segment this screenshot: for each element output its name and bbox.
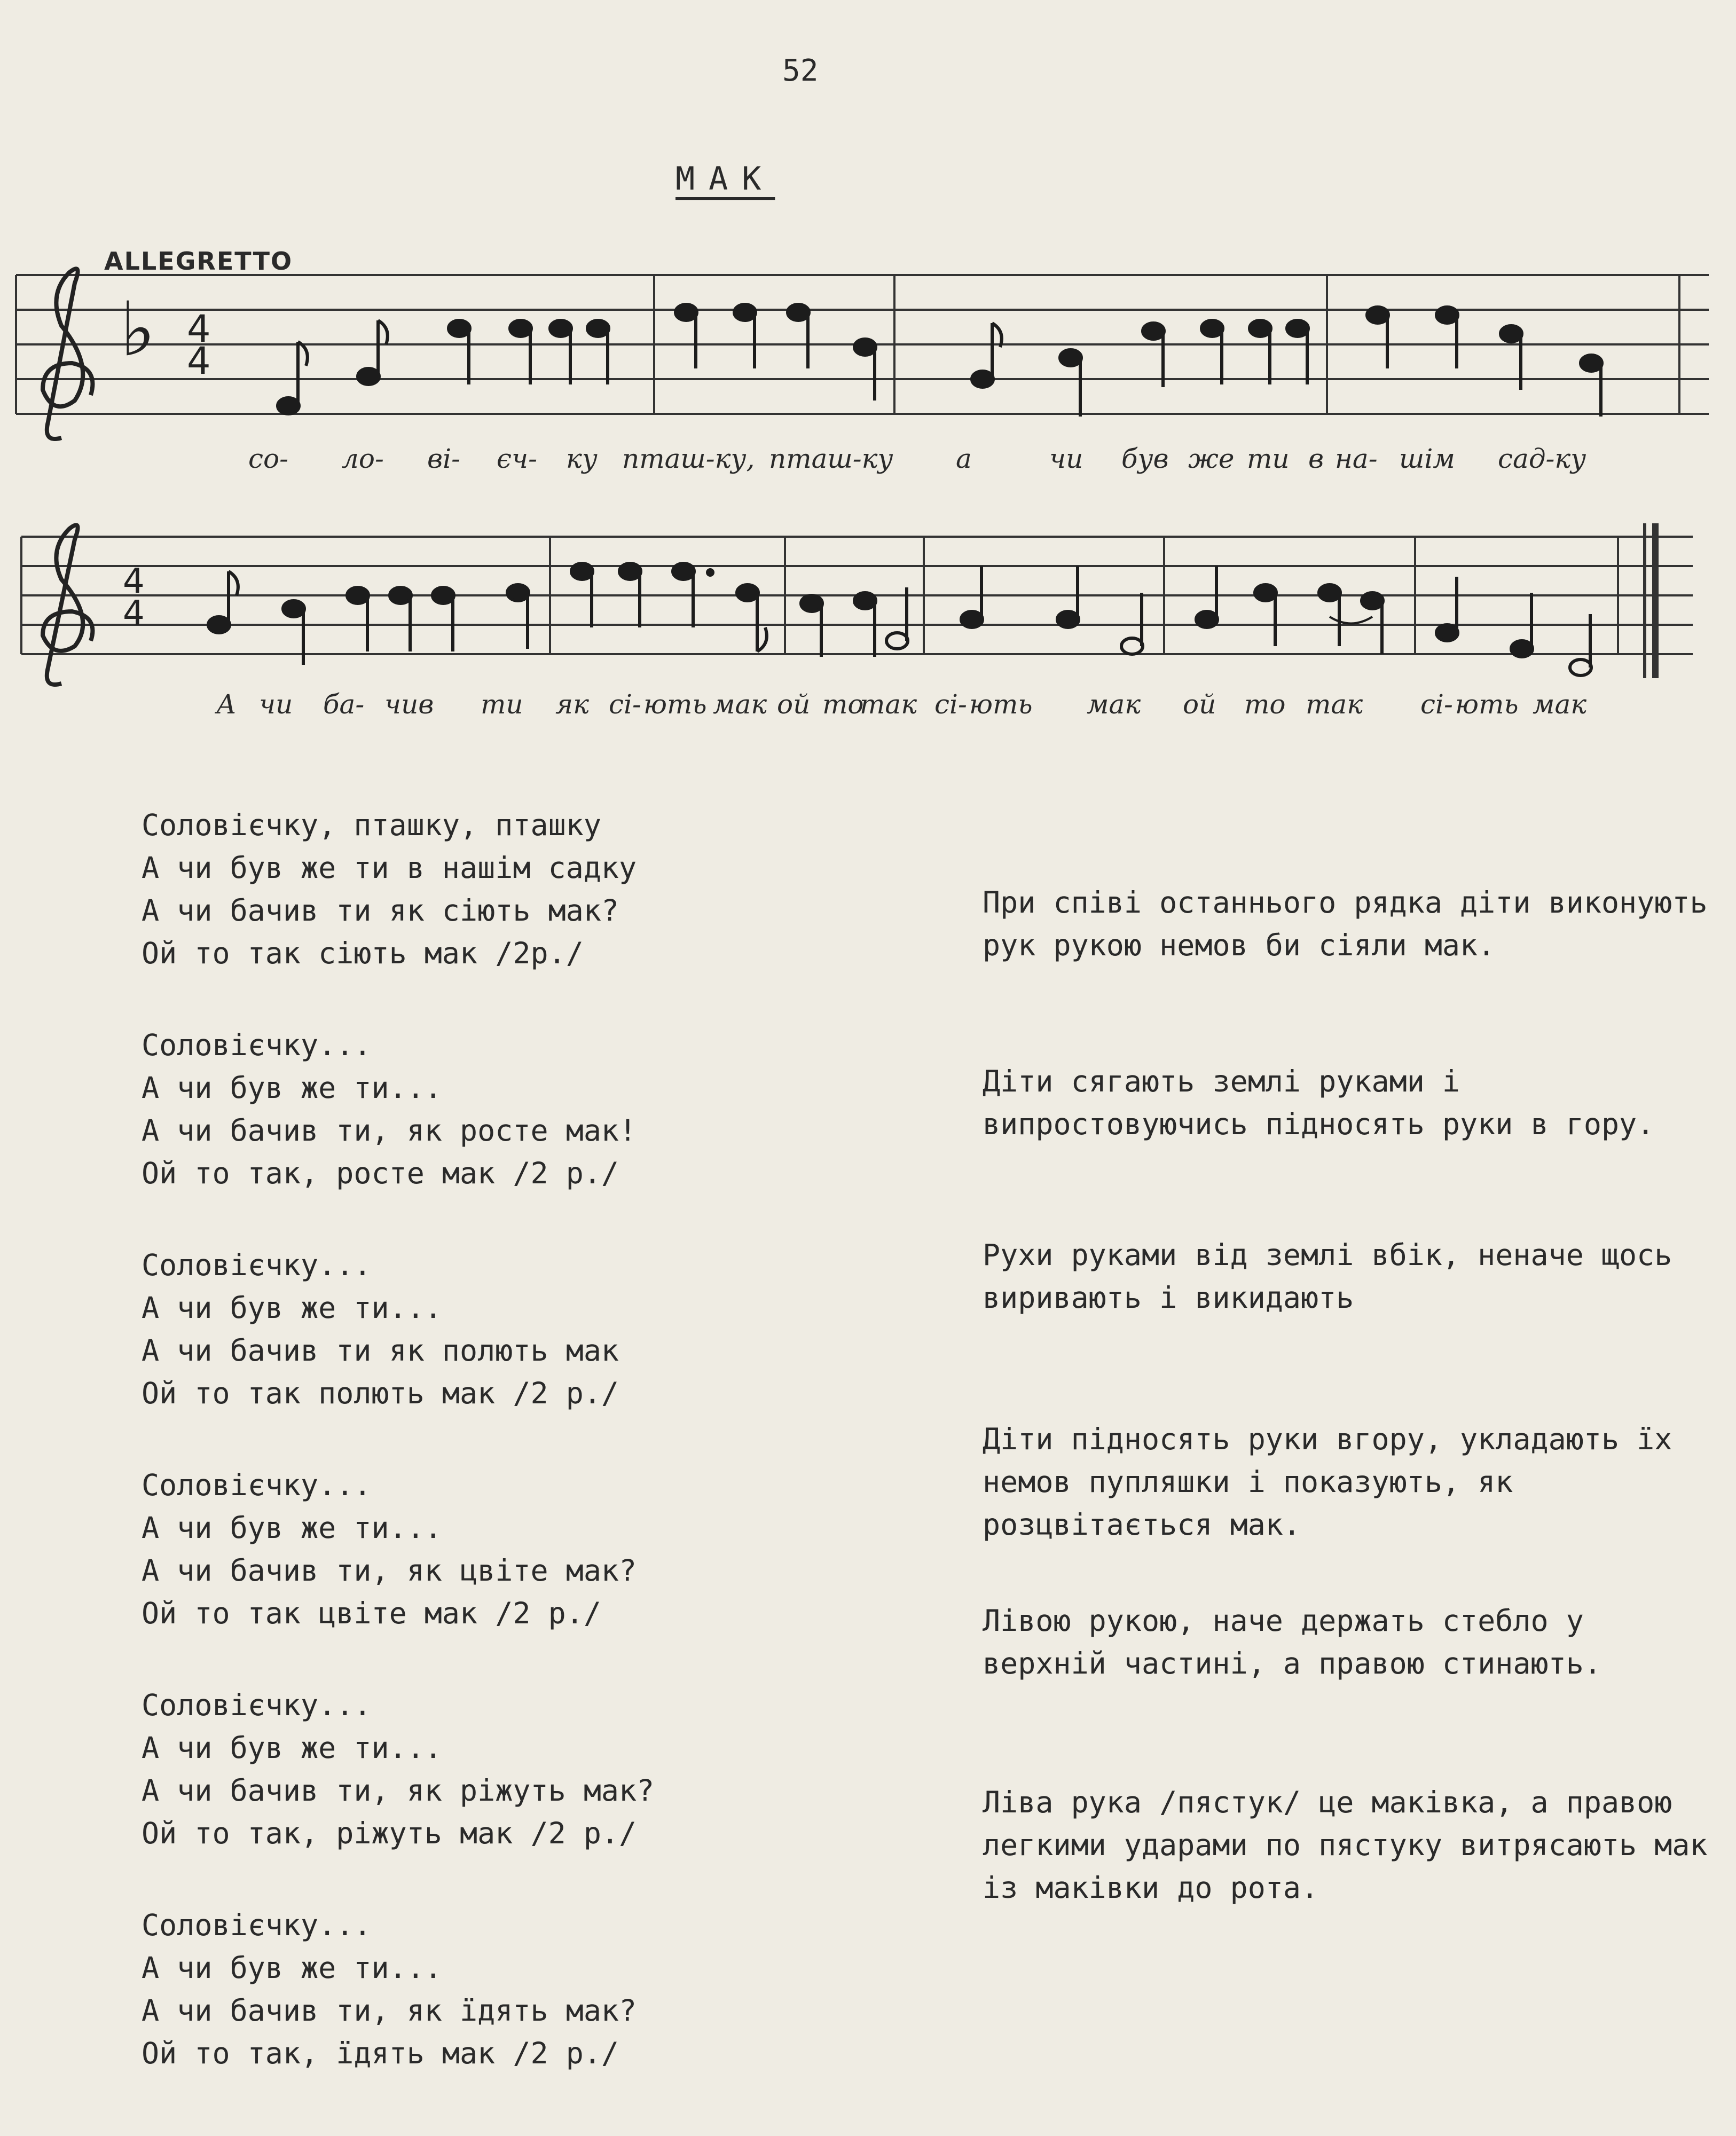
- lyric-syllable: пташ-ку: [769, 443, 893, 474]
- verse-line: А чи був же ти в нашім садку: [142, 851, 637, 885]
- verse-line: А чи був же ти...: [142, 1071, 442, 1105]
- lyric-syllable: ють: [969, 689, 1033, 720]
- page-number: 52: [782, 53, 819, 88]
- lyric-syllable: ку: [566, 443, 598, 474]
- lyric-syllable: А: [216, 689, 237, 720]
- verse-line: А чи був же ти...: [142, 1291, 442, 1325]
- verse-line: Соловієчку...: [142, 1688, 372, 1722]
- page-title: МАК: [675, 160, 775, 198]
- verse-5: [142, 1684, 889, 1855]
- instruction-6: Ліва рука /пястук/ це маківка, а правою легкими ударами по пястуку витрясають мак із маківки до рота.: [983, 1785, 1708, 1905]
- verse-line: А чи бачив ти як полють мак: [142, 1333, 619, 1368]
- svg-text:4: 4: [187, 339, 211, 383]
- lyric-syllable: то: [1244, 689, 1286, 720]
- verse-line: Соловієчку...: [142, 1468, 372, 1502]
- lyric-syllable: ти: [481, 689, 523, 720]
- verse-line: А чи бачив ти, як ріжуть мак?: [142, 1773, 655, 1808]
- lyric-syllable: то: [822, 689, 864, 720]
- verses-column: [142, 804, 889, 2124]
- lyric-syllable: на-: [1335, 443, 1378, 474]
- lyric-syllable: сі-: [609, 689, 641, 720]
- instruction-3: Рухи руками від землі вбік, неначе щось виривають і викидають: [983, 1238, 1672, 1315]
- lyric-syllable: же: [1188, 443, 1235, 474]
- lyric-syllable: єч-: [497, 443, 538, 474]
- verse-line: А чи був же ти...: [142, 1511, 442, 1545]
- lyric-syllable: ють: [1455, 689, 1519, 720]
- verse-line: Соловієчку, пташку, пташку: [142, 808, 601, 842]
- lyric-syllable: со-: [248, 443, 288, 474]
- lyric-syllable: як: [555, 689, 589, 720]
- lyric-syllable: ба-: [323, 689, 365, 720]
- verse-line: Ой то так, ріжуть мак /2 р./: [142, 1816, 637, 1850]
- treble-clef-icon: [43, 525, 92, 685]
- verse-3: [142, 1244, 889, 1415]
- lyric-syllable: ой: [777, 689, 811, 720]
- music-staff-2: [16, 513, 1714, 705]
- lyric-syllable: мак: [1533, 689, 1587, 720]
- instruction-2: Діти сягають землі руками і випростовуючись підносять руки в гору.: [983, 1064, 1655, 1141]
- lyric-syllable: ють: [643, 689, 707, 720]
- svg-text:4: 4: [123, 562, 145, 601]
- lyric-syllable: так: [860, 689, 917, 720]
- instruction-4: Діти підносять руки вгору, укладають їх немов пупляшки і показують, як розцвітається мак.: [983, 1422, 1672, 1542]
- lyric-syllable: так: [1306, 689, 1363, 720]
- lyric-syllable: ві-: [427, 443, 460, 474]
- verse-line: Соловієчку...: [142, 1908, 372, 1942]
- lyric-syllable: ой: [1183, 689, 1216, 720]
- verse-line: Ой то так цвіте мак /2 р./: [142, 1596, 601, 1630]
- verse-line: Ой то так полють мак /2 р./: [142, 1376, 619, 1410]
- svg-text:4: 4: [187, 307, 211, 351]
- lyric-syllable: ло-: [342, 443, 384, 474]
- verse-line: Ой то так сіють мак /2р./: [142, 936, 584, 970]
- lyric-syllable: мак: [713, 689, 767, 720]
- instruction-5: Лівою рукою, наче держать стебло у верхній частині, а правою стинають.: [983, 1604, 1601, 1680]
- verse-line: А чи був же ти...: [142, 1951, 442, 1985]
- lyric-syllable: сі-: [1420, 689, 1453, 720]
- tempo-marking: ALLEGRETTO: [104, 247, 293, 276]
- lyric-syllable: чи: [259, 689, 293, 720]
- lyric-syllable: був: [1121, 443, 1169, 474]
- svg-text:4: 4: [123, 594, 145, 633]
- verse-line: Соловієчку...: [142, 1248, 372, 1282]
- verse-line: А чи бачив ти, як цвіте мак?: [142, 1553, 637, 1588]
- verse-1: [142, 804, 889, 975]
- verse-2: [142, 1024, 889, 1195]
- instruction-1: При співі останнього рядка діти виконують рук рукою немов би сіяли мак.: [983, 885, 1708, 962]
- verse-line: А чи бачив ти як сіють мак?: [142, 893, 619, 928]
- lyric-syllable: чи: [1049, 443, 1083, 474]
- verse-6: [142, 1904, 889, 2075]
- verse-line: Ой то так, росте мак /2 р./: [142, 1156, 619, 1190]
- lyric-syllable: в: [1308, 443, 1324, 474]
- flat-sign-icon: ♭: [120, 286, 156, 373]
- verse-line: А чи був же ти...: [142, 1731, 442, 1765]
- lyric-syllable: чив: [384, 689, 434, 720]
- verse-line: Соловієчку...: [142, 1028, 372, 1062]
- lyric-syllable: пташ-ку,: [622, 443, 755, 474]
- lyric-syllable: сі-: [934, 689, 967, 720]
- verse-line: А чи бачив ти, як їдять мак?: [142, 1993, 637, 2028]
- lyric-syllable: ти: [1247, 443, 1290, 474]
- lyric-syllable: а: [956, 443, 972, 474]
- verse-line: Ой то так, їдять мак /2 р./: [142, 2036, 619, 2070]
- verse-4: [142, 1464, 889, 1635]
- lyric-syllable: шім: [1399, 443, 1455, 474]
- lyric-syllable: мак: [1087, 689, 1141, 720]
- verse-line: А чи бачив ти, як росте мак!: [142, 1113, 637, 1148]
- music-staff-1: [11, 262, 1719, 470]
- lyric-syllable: сад-ку: [1498, 443, 1586, 474]
